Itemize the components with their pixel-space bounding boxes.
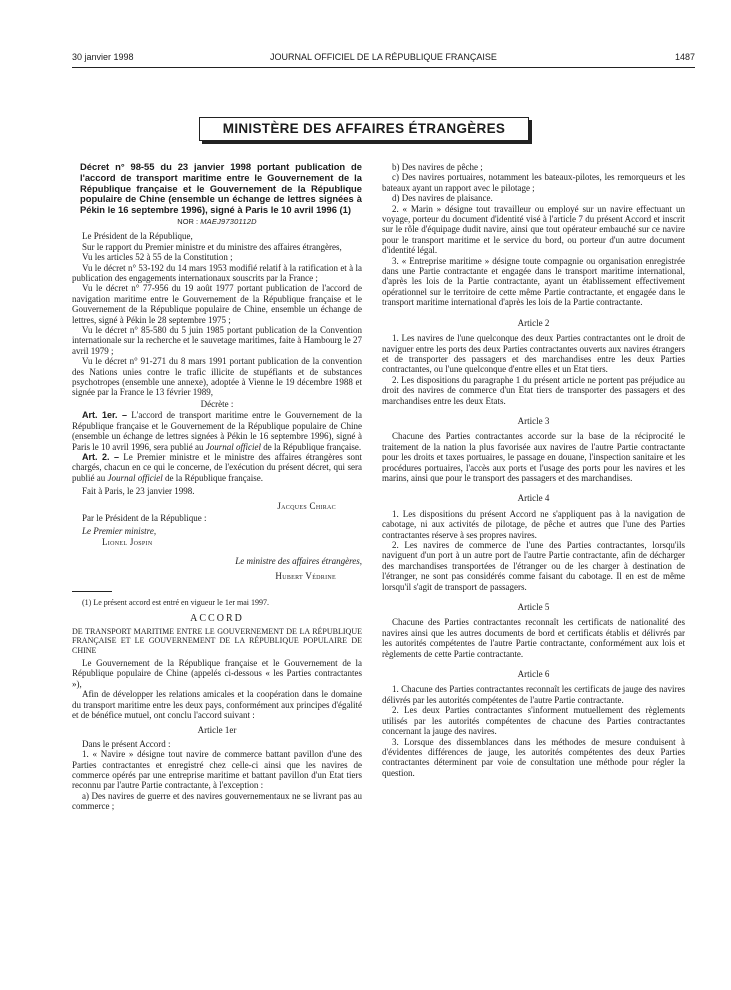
visa-paragraph: Le Président de la République, bbox=[82, 231, 193, 242]
article-2-para-1: 1. Les navires de l'une quelconque des deux Parties contractantes ont le droit de naviguer entre les ports des deux Parties contractantes ouverts aux navires étrangers et de transporter des passagers et des marchandises entre les deux Parties contractantes, ou l'une quelconque d'entre elles et un Etat tiers. bbox=[382, 333, 685, 375]
article-1-para-2: 2. « Marin » désigne tout travailleur ou employé sur un navire effectuant un voyage, porteur du document d'identité visé à l'article 7 du présent Accord et inscrit sur le rôle d'équipage dudit navire, ainsi que tout opérateur embauché sur ce navire pour le transport maritime et le service du bord, ou porteur d'un autre document d'identité légal. bbox=[382, 203, 685, 256]
article-2-para-2: 2. Les dispositions du paragraphe 1 du présent article ne portent pas préjudice au droit des navires de commerce d'un Etat tiers de transporter des passagers et des marchandises entre les deux Etats. bbox=[382, 374, 685, 406]
preamble-paragraph: Afin de développer les relations amicales et la coopération dans le domaine du transport maritime entre les deux pays, conformément aux principes d'égalité et de bénéfice mutuel, ont conclu l'accord suivant : bbox=[72, 689, 362, 721]
left-column bbox=[72, 162, 362, 812]
decrete-heading: Décrète : bbox=[200, 398, 234, 409]
header-journal-title: JOURNAL OFFICIEL DE LA RÉPUBLIQUE FRANÇAISE bbox=[270, 52, 497, 62]
article-6-para-2: 2. Les deux Parties contractantes s'informent mutuellement des règlements utilisés par les autorités compétentes de chacune des Parties contractantes concernant la jauge des navires. bbox=[382, 705, 685, 737]
footnote-rule bbox=[72, 591, 112, 592]
article-4-heading: Article 4 bbox=[517, 493, 550, 504]
article-2-label: Art. 2. – bbox=[82, 451, 119, 462]
article-1-label: Art. 1er. – bbox=[82, 410, 127, 421]
nor-label: NOR : bbox=[177, 216, 199, 226]
article-1-text-end: de la République française. bbox=[260, 441, 362, 452]
foreign-minister-title: Le ministre des affaires étrangères, bbox=[235, 556, 362, 567]
accord-subtitle: DE TRANSPORT MARITIME ENTRE LE GOUVERNEMENT DE LA RÉPUBLIQUE FRANÇAISE ET LE GOUVERNEMENT DE LA RÉPUBLIQUE POPULAIRE DE CHINE bbox=[72, 626, 362, 655]
nor-reference bbox=[72, 217, 362, 227]
article-3-heading: Article 3 bbox=[517, 415, 550, 426]
decree-title: Décret n° 98-55 du 23 janvier 1998 portant publication de l'accord de transport maritime entre le Gouvernement de la République française et le Gouvernement de la République populaire de Chine (ensemble un échange de lettres signées à Pékin le 16 septembre 1996), signé à Paris le 10 avril 1996 (1) bbox=[80, 161, 362, 216]
article-3-para-1: Chacune des Parties contractantes accorde sur la base de la réciprocité le traitement de la nation la plus favorisée aux navires de l'autre Partie contractante pour les droits et taxes portuaires, le passage en douane, l'inspection sanitaire et les procédures portuaires, l'accès aux ports et l'usage des ports pour les navires et les marins, ainsi que pour le transport des passagers et des marchandises. bbox=[382, 431, 685, 483]
done-at-paris: Fait à Paris, le 23 janvier 1998. bbox=[82, 486, 195, 497]
article-1-item-d: d) Des navires de plaisance. bbox=[392, 193, 493, 204]
article-5-heading: Article 5 bbox=[517, 602, 550, 613]
footnote: (1) Le présent accord est entré en vigueur le 1er mai 1997. bbox=[82, 597, 270, 607]
article-2-heading: Article 2 bbox=[517, 317, 550, 328]
decree-article-2 bbox=[72, 452, 362, 483]
visa-paragraph: Vu le décret n° 53-192 du 14 mars 1953 modifié relatif à la ratification et à la publication des engagements internationaux souscrits par la France ; bbox=[72, 262, 362, 284]
journal-officiel-ref: Journal officiel bbox=[205, 441, 261, 452]
journal-officiel-ref: Journal officiel bbox=[107, 472, 163, 483]
article-1-item-b: b) Des navires de pêche ; bbox=[392, 162, 483, 172]
header-date: 30 janvier 1998 bbox=[72, 52, 134, 62]
visa-paragraph: Vu le décret n° 85-580 du 5 juin 1985 portant publication de la Convention internationale sur la recherche et le sauvetage maritimes, faite à Hambourg le 27 avril 1979 ; bbox=[72, 325, 362, 356]
visa-paragraph: Sur le rapport du Premier ministre et du ministre des affaires étrangères, bbox=[82, 241, 342, 252]
president-signature: Jacques Chirac bbox=[277, 500, 336, 511]
header-rule bbox=[72, 67, 695, 68]
article-4-para-1: 1. Les dispositions du présent Accord ne s'appliquent pas à la navigation de cabotage, ni aux activités de pilotage, de pêche et autres que l'une des Parties contractantes réserve à ses propres navires. bbox=[382, 508, 685, 540]
article-1-para-3: 3. « Entreprise maritime » désigne toute compagnie ou organisation enregistrée dans une Partie contractante et engagée dans le transport maritime international, d'après les lois de la Partie contractante, ayant un établissement effectivement opérationnel sur le territoire de cette même Partie contractante, et engagée dans le transport maritime international d'après les lois de la Partie contractante. bbox=[382, 255, 685, 308]
foreign-minister-signature: Hubert Védrine bbox=[275, 570, 336, 581]
accord-title: ACCORD bbox=[190, 613, 244, 625]
right-column bbox=[382, 162, 685, 778]
article-2-text-end: de la République française. bbox=[162, 472, 263, 483]
page-header bbox=[72, 52, 695, 66]
preamble-paragraph: Le Gouvernement de la République française et le Gouvernement de la République populaire de Chine (appelés ci-dessous « les Parties contractantes »), bbox=[72, 658, 362, 689]
article-4-para-2: 2. Les navires de commerce de l'une des Parties contractantes, lorsqu'ils naviguent d'un port à un autre port de l'autre Partie contractante, afin de décharger des marchandises transportées de l'étranger ou de les charger à destination de l'étranger, ne sont pas considérés comme faisant du cabotage. Il en est de même lorsqu'il s'agit de transport de passagers. bbox=[382, 540, 685, 592]
article-6-heading: Article 6 bbox=[517, 669, 550, 680]
article-6-para-1: 1. Chacune des Parties contractantes reconnaît les certificats de jauge des navires délivrés par les autorités compétentes de l'autre Partie contractante. bbox=[382, 684, 685, 705]
article-1-text: L'accord de transport maritime entre le Gouvernement de la République française et le Gouvernement de la République populaire de Chine (ensemble un échange de lettres signées à Pékin le 16 septembre 1996), signé à Paris le 10 avril 1996, sera publié au bbox=[72, 410, 363, 452]
article-2-text: Le Premier ministre et le ministre des affaires étrangères sont chargés, chacun en ce qui le concerne, de l'exécution du présent décret, qui sera publié au bbox=[72, 451, 362, 483]
decree-article-1 bbox=[72, 410, 362, 452]
by-the-president: Par le Président de la République : bbox=[82, 512, 207, 523]
article-5-para-1: Chacune des Parties contractantes reconnaît les certificats de nationalité des navires ainsi que les autres documents de bord et certificats établis et délivrés par les autorités compétentes de l'autre Partie contractante, conformément aux lois et règlements de cette Partie contractante. bbox=[382, 617, 685, 659]
nor-code: MAEJ9730112D bbox=[200, 216, 257, 226]
header-page-number: 1487 bbox=[674, 52, 695, 62]
article-1-heading: Article 1er bbox=[197, 725, 237, 736]
article-1-para-1: 1. « Navire » désigne tout navire de commerce battant pavillon d'une des Parties contractantes et enregistré chez celle-ci ainsi que les navires de commerce opérés par une entreprise maritime et battant pavillon d'un Etat tiers reconnu par l'autre Partie contractante, à l'exception : bbox=[72, 749, 362, 791]
article-1-intro: Dans le présent Accord : bbox=[82, 738, 171, 749]
prime-minister-title: Le Premier ministre, bbox=[82, 526, 157, 537]
visa-paragraph: Vu le décret n° 91-271 du 8 mars 1991 portant publication de la convention des Nations unies contre le trafic illicite de stupéfiants et de substances psychotropes (ensemble une annexe), adoptée à Vienne le 19 décembre 1988 et signée par la France le 13 février 1989, bbox=[72, 356, 362, 398]
article-1-item-a: a) Des navires de guerre et des navires gouvernementaux ne se livrant pas au commerce ; bbox=[72, 790, 362, 812]
article-1-item-c: c) Des navires portuaires, notamment les bateaux-pilotes, les remorqueurs et les bateaux ayant un rapport avec le pilotage ; bbox=[382, 172, 685, 193]
visa-paragraph: Vu les articles 52 à 55 de la Constitution ; bbox=[82, 252, 233, 263]
article-6-para-3: 3. Lorsque des dissemblances dans les méthodes de mesure conduisent à d'évidentes différences de jauge, les autorités compétentes des deux Parties contractantes déterminent par voie de consultation une méthode pour régler la question. bbox=[382, 736, 685, 778]
ministry-title-box: MINISTÈRE DES AFFAIRES ÉTRANGÈRES bbox=[199, 117, 529, 141]
visa-paragraph: Vu le décret n° 77-956 du 19 août 1977 portant publication de l'accord de navigation maritime entre le Gouvernement de la République française et le Gouvernement de la République populaire de Chine, ensemble un échange de lettres, signé à Pékin le 28 septembre 1975 ; bbox=[72, 283, 362, 325]
prime-minister-signature: Lionel Jospin bbox=[102, 536, 153, 547]
